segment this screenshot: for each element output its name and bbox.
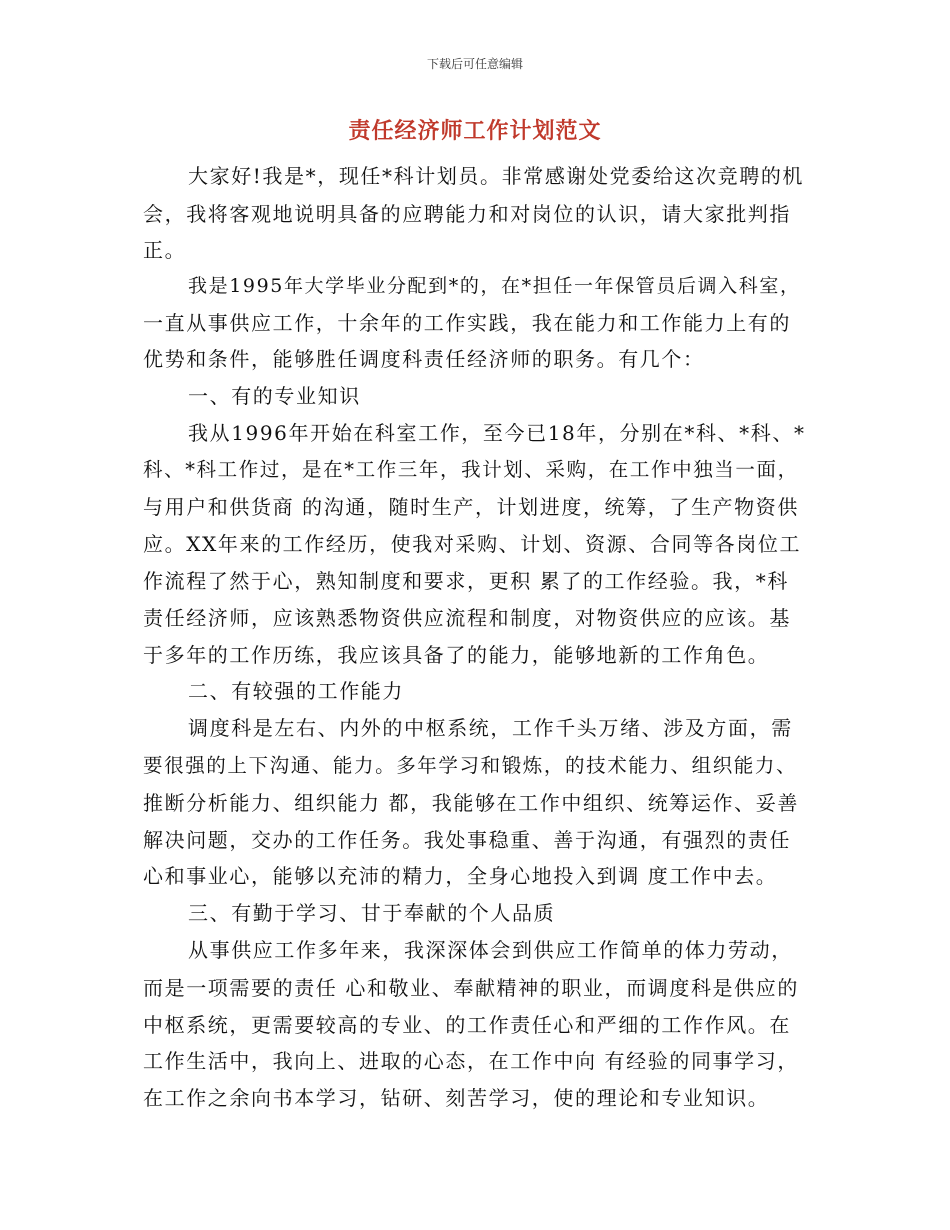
- body-line: 中枢系统，更需要较高的专业、的工作责任心和严细的工作作风。在: [143, 1013, 791, 1037]
- header-note: 下载后可任意编辑: [426, 57, 523, 71]
- body-line: 心和事业心，能够以充沛的精力，全身心地投入到调 度工作中去。: [143, 864, 778, 888]
- body-line: 而是一项需要的责任 心和敬业、奉献精神的职业，而调度科是供应的: [143, 976, 799, 1000]
- section-heading: 一、有的专业知识: [188, 384, 361, 408]
- document-title: 责任经济师工作计划范文: [348, 118, 602, 144]
- body-line: 于多年的工作历练，我应该具备了的能力，能够地新的工作角色。: [143, 643, 770, 667]
- body-line: 大家好!我是*，现任*科计划员。非常感谢处党委给这次竞聘的机: [188, 164, 805, 188]
- body-line: 我从1996年开始在科室工作，至今已18年，分别在*科、*科、*: [188, 421, 806, 445]
- body-line: 工作生活中，我向上、进取的心态，在工作中向 有经验的同事学习，: [143, 1049, 799, 1073]
- body-line: 应。XX年来的工作经历，使我对采购、计划、资源、合同等各岗位工: [143, 532, 802, 556]
- body-line: 推断分析能力、组织能力 都，我能够在工作中组织、统筹运作、妥善: [143, 791, 799, 815]
- body-line: 正。: [143, 238, 187, 262]
- body-line: 从事供应工作多年来，我深深体会到供应工作简单的体力劳动，: [188, 938, 793, 962]
- body-line: 作流程了然于心，熟知制度和要求，更积 累了的工作经验。我，*科: [143, 569, 789, 593]
- section-heading: 三、有勤于学习、甘于奉献的个人品质: [188, 901, 556, 925]
- body-line: 责任经济师，应该熟悉物资供应流程和制度，对物资供应的应该。基: [143, 606, 791, 630]
- body-line: 一直从事供应工作，十余年的工作实践，我在能力和工作能力上有的: [143, 311, 791, 335]
- body-line: 我是1995年大学毕业分配到*的，在*担任一年保管员后调入科室，: [188, 275, 801, 297]
- body-line: 与用户和供货商 的沟通，随时生产，计划进度，统筹，了生产物资供: [143, 495, 799, 519]
- body-line: 调度科是左右、内外的中枢系统，工作千头万绪、涉及方面，需: [188, 716, 793, 740]
- body-line: 优势和条件，能够胜任调度科责任经济师的职务。有几个：: [143, 347, 705, 371]
- section-heading: 二、有较强的工作能力: [188, 679, 404, 703]
- body-line: 解决问题，交办的工作任务。我处事稳重、善于沟通，有强烈的责任: [143, 828, 791, 852]
- body-line: 在工作之余向书本学习，钻研、刻苦学习，使的理论和专业知识。: [143, 1086, 770, 1110]
- body-line: 要很强的上下沟通、能力。多年学习和锻炼，的技术能力、组织能力、: [143, 754, 798, 777]
- body-line: 科、*科工作过，是在*工作三年，我计划、采购，在工作中独当一面，: [143, 458, 799, 481]
- body-line: 会，我将客观地说明具备的应聘能力和对岗位的认识，请大家批判指: [143, 202, 791, 226]
